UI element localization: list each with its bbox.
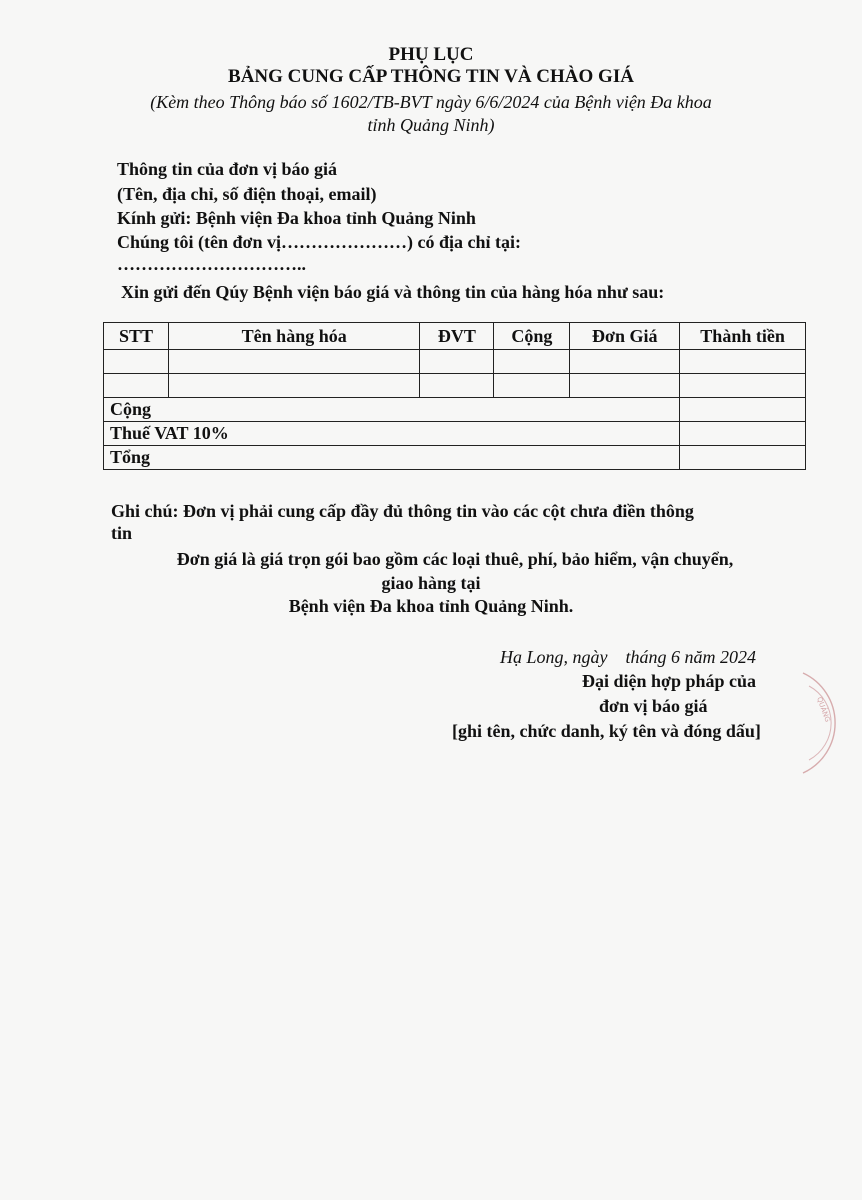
- signature-title-1: Đại diện hợp pháp của: [582, 671, 757, 691]
- col-header-quantity: Cộng: [494, 323, 570, 350]
- table-cell[interactable]: [494, 350, 570, 374]
- table-cell[interactable]: [570, 374, 680, 398]
- info-fields: (Tên, địa chỉ, số điện thoại, email): [117, 184, 377, 204]
- note-line-2: Đơn giá là giá trọn gói bao gồm các loại thuê, phí, bảo hiểm, vận chuyển,: [176, 549, 734, 569]
- table-cell[interactable]: [570, 350, 680, 374]
- table-cell[interactable]: [680, 374, 806, 398]
- table-cell[interactable]: [420, 374, 494, 398]
- subtitle-line-1: (Kèm theo Thông báo số 1602/TB-BVT ngày 6/6/2024 của Bệnh viện Đa khoa: [150, 92, 712, 112]
- grand-total-row: [104, 446, 806, 470]
- table-cell[interactable]: [680, 350, 806, 374]
- col-header-total: Thành tiền: [680, 323, 806, 350]
- table-row: [104, 350, 806, 374]
- col-header-stt: STT: [104, 323, 169, 350]
- subtotal-value-cell[interactable]: [680, 398, 806, 422]
- table-cell[interactable]: [168, 374, 419, 398]
- table-row: [104, 374, 806, 398]
- address-dots: …………………………..: [117, 254, 306, 274]
- table-cell[interactable]: [168, 350, 419, 374]
- appendix-title: PHỤ LỤC: [388, 44, 474, 65]
- grand-total-label: Tổng: [104, 446, 680, 470]
- table-header-row: [104, 323, 806, 350]
- info-heading: Thông tin của đơn vị báo giá: [117, 159, 338, 179]
- form-title: BẢNG CUNG CẤP THÔNG TIN VÀ CHÀO GIÁ: [228, 66, 634, 87]
- table-cell[interactable]: [104, 350, 169, 374]
- note-line-3: giao hàng tại: [381, 573, 481, 593]
- table-cell[interactable]: [420, 350, 494, 374]
- grand-total-value-cell[interactable]: [680, 446, 806, 470]
- subtitle-line-2: tỉnh Quảng Ninh): [367, 115, 495, 135]
- vat-label: Thuế VAT 10%: [104, 422, 680, 446]
- signature-date: Hạ Long, ngày tháng 6 năm 2024: [500, 647, 756, 667]
- addressee: Kính gửi: Bệnh viện Đa khoa tỉnh Quảng Ninh: [117, 208, 476, 228]
- request-line: Xin gửi đến Qúy Bệnh viện báo giá và thông tin của hàng hóa như sau:: [121, 282, 665, 302]
- table-cell[interactable]: [104, 374, 169, 398]
- signature-title-2: đơn vị báo giá: [599, 696, 708, 716]
- vat-value-cell[interactable]: [680, 422, 806, 446]
- quote-table: [103, 322, 806, 470]
- col-header-unit: ĐVT: [420, 323, 494, 350]
- vat-row: [104, 422, 806, 446]
- note-line-4: Bệnh viện Đa khoa tỉnh Quảng Ninh.: [288, 596, 574, 616]
- signature-instruction: [ghi tên, chức danh, ký tên và đóng dấu]: [452, 721, 761, 741]
- partial-stamp-seal: [795, 668, 862, 778]
- table-cell[interactable]: [494, 374, 570, 398]
- note-line-1-cont: tin: [111, 523, 133, 543]
- subtotal-label: Cộng: [104, 398, 680, 422]
- subtotal-row: [104, 398, 806, 422]
- col-header-unit-price: Đơn Giá: [570, 323, 680, 350]
- unit-address-line: Chúng tôi (tên đơn vị…………………) có địa chỉ tại:: [117, 232, 521, 252]
- col-header-item-name: Tên hàng hóa: [168, 323, 419, 350]
- note-line-1: Ghi chú: Đơn vị phải cung cấp đầy đủ thông tin vào các cột chưa điền thông: [111, 501, 694, 521]
- svg-text:QUẢNG: QUẢNG: [815, 695, 832, 724]
